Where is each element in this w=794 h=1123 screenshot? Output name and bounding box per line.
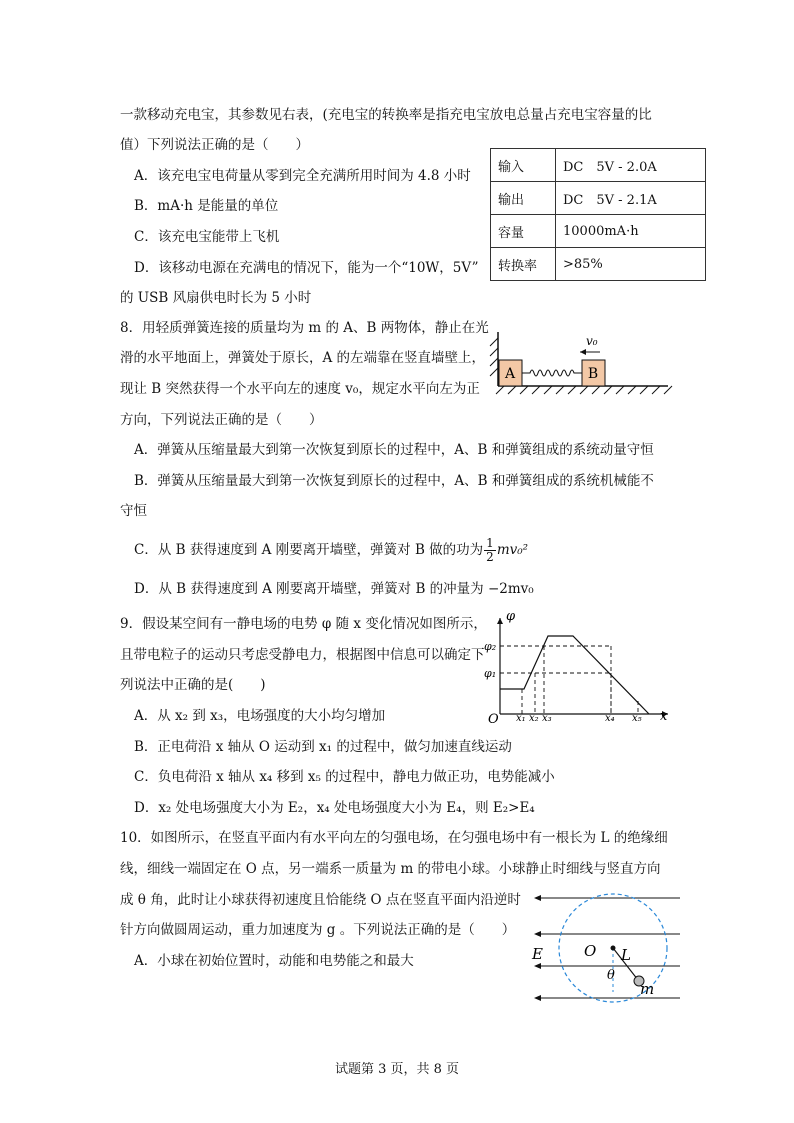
- spec-value: 10000mA·h: [556, 215, 706, 248]
- spec-value: DC 5V - 2.1A: [556, 182, 706, 215]
- q8-stem-line4: 方向，下列说法正确的是（ ）: [120, 412, 323, 428]
- fraction-numerator: 1: [486, 536, 494, 550]
- spec-key: 输入: [491, 149, 556, 182]
- spec-table: [490, 148, 706, 281]
- spec-key: 容量: [491, 215, 556, 248]
- fraction-denominator: 2: [486, 550, 494, 564]
- spec-key: 转换率: [491, 248, 556, 281]
- phi2-label: φ₂: [484, 640, 497, 653]
- spec-key: 输出: [491, 182, 556, 215]
- y-axis-label: φ: [506, 609, 516, 624]
- wall-hatch: [490, 338, 498, 376]
- spec-row-output: [491, 182, 706, 215]
- page-footer: 试题第 3 页，共 8 页: [334, 1062, 460, 1077]
- x1-label: x₁: [516, 713, 526, 724]
- q8-option-b-line2: 守恒: [120, 503, 147, 519]
- pivot-label: O: [584, 942, 597, 960]
- q9-option-c: C．负电荷沿 x 轴从 x₄ 移到 x₅ 的过程中，静电力做正功，电势能减小: [134, 769, 555, 785]
- q9-stem-line1: 9．假设某空间有一静电场的电势 φ 随 x 变化情况如图所示，: [120, 616, 487, 632]
- ground-hatch: [496, 386, 672, 394]
- length-label: L: [621, 946, 631, 964]
- x-axis-label: x: [660, 709, 668, 724]
- q7-stem-line1: 一款移动充电宝，其参数见右表，(充电宝的转换率是指充电宝放电总量占充电宝容量的比: [120, 107, 652, 123]
- q8-stem-line1: 8．用轻质弹簧连接的质量均为 m 的 A、B 两物体，静止在光: [120, 320, 489, 336]
- x3-label: x₃: [542, 713, 552, 724]
- velocity-label: v₀: [586, 334, 598, 348]
- q9-option-a: A．从 x₂ 到 x₃，电场强度的大小均匀增加: [134, 708, 386, 724]
- field-label: E: [532, 945, 543, 963]
- q7-option-a: A．该充电宝电荷量从零到完全充满所用时间为 4.8 小时: [134, 168, 471, 184]
- spec-value: >85%: [556, 248, 706, 281]
- q8-stem-line3: 现让 B 突然获得一个水平向左的速度 v₀，规定水平向左为正: [120, 381, 480, 397]
- q10-stem-line2: 线，细线一端固定在 O 点，另一端系一质量为 m 的带电小球。小球静止时细线与竖直方向: [120, 861, 661, 877]
- origin-label: O: [488, 712, 499, 727]
- q7-option-d-line2: 的 USB 风扇供电时长为 5 小时: [120, 290, 312, 306]
- x2-label: x₂: [529, 713, 539, 724]
- q8-option-c: [134, 533, 528, 567]
- q7-option-d-line1: D．该移动电源在充满电的情况下，能为一个“10W，5V”: [134, 260, 479, 276]
- field-lines: [536, 898, 680, 998]
- guide-dashes: [500, 646, 611, 714]
- phi1-label: φ₁: [484, 667, 497, 680]
- q7-stem-line2: 值）下列说法正确的是（ ）: [120, 137, 309, 153]
- q9-stem-line3: 列说法中正确的是( ): [120, 677, 266, 693]
- q10-stem-line4: 针方向做圆周运动，重力加速度为 g 。下列说法正确的是（ ）: [120, 922, 516, 938]
- q7-option-c: C．该充电宝能带上飞机: [134, 229, 280, 245]
- mass-label: m: [640, 980, 655, 998]
- q9-option-b: B．正电荷沿 x 轴从 O 运动到 x₁ 的过程中，做匀加速直线运动: [134, 739, 512, 755]
- q7-option-b: B．mA·h 是能量的单位: [134, 198, 279, 214]
- pivot-point: [611, 946, 616, 951]
- q8-option-c-expr: mv₀²: [496, 542, 529, 558]
- fraction: [484, 537, 496, 564]
- block-b-label: B: [587, 366, 599, 382]
- spring: [522, 370, 582, 376]
- q8-option-a: A．弹簧从压缩量最大到第一次恢复到原长的过程中，A、B 和弹簧组成的系统动量守恒: [134, 442, 654, 458]
- y-axis-arrowhead: [497, 618, 503, 624]
- q10-option-a: A．小球在初始位置时，动能和电势能之和最大: [134, 953, 414, 969]
- q9-option-d: D．x₂ 处电场强度大小为 E₂，x₄ 处电场强度大小为 E₄，则 E₂>E₄: [134, 800, 535, 816]
- spec-row-input: [491, 149, 706, 182]
- q8-spring-figure: [488, 330, 673, 396]
- x4-label: x₄: [605, 713, 615, 724]
- potential-curve: [500, 636, 649, 714]
- angle-label: θ: [607, 968, 615, 983]
- q8-option-d: D．从 B 获得速度到 A 刚要离开墙壁，弹簧对 B 的冲量为 −2mv₀: [134, 581, 534, 597]
- q10-field-figure: [528, 886, 684, 1011]
- spec-row-capacity: [491, 215, 706, 248]
- x5-label: x₅: [632, 713, 642, 724]
- spec-value: DC 5V - 2.0A: [556, 149, 706, 182]
- q8-stem-line2: 滑的水平地面上，弹簧处于原长，A 的左端靠在竖直墙壁上，: [120, 350, 486, 366]
- spec-row-efficiency: [491, 248, 706, 281]
- velocity-arrowhead: [580, 349, 586, 355]
- q9-stem-line2: 且带电粒子的运动只考虑受静电力，根据图中信息可以确定下: [120, 647, 485, 663]
- q9-potential-graph: [486, 606, 676, 726]
- q10-stem-line3: 成 θ 角，此时让小球获得初速度且恰能绕 O 点在竖直平面内沿逆时: [120, 892, 521, 908]
- q8-option-c-text: C．从 B 获得速度到 A 刚要离开墙壁，弹簧对 B 做的功为: [134, 542, 484, 558]
- block-a-label: A: [504, 366, 516, 382]
- q10-stem-line1: 10．如图所示，在竖直平面内有水平向左的匀强电场，在匀强电场中有一根长为 L 的绝缘细: [120, 830, 668, 846]
- q8-option-b-line1: B．弹簧从压缩量最大到第一次恢复到原长的过程中，A、B 和弹簧组成的系统机械能不: [134, 473, 654, 489]
